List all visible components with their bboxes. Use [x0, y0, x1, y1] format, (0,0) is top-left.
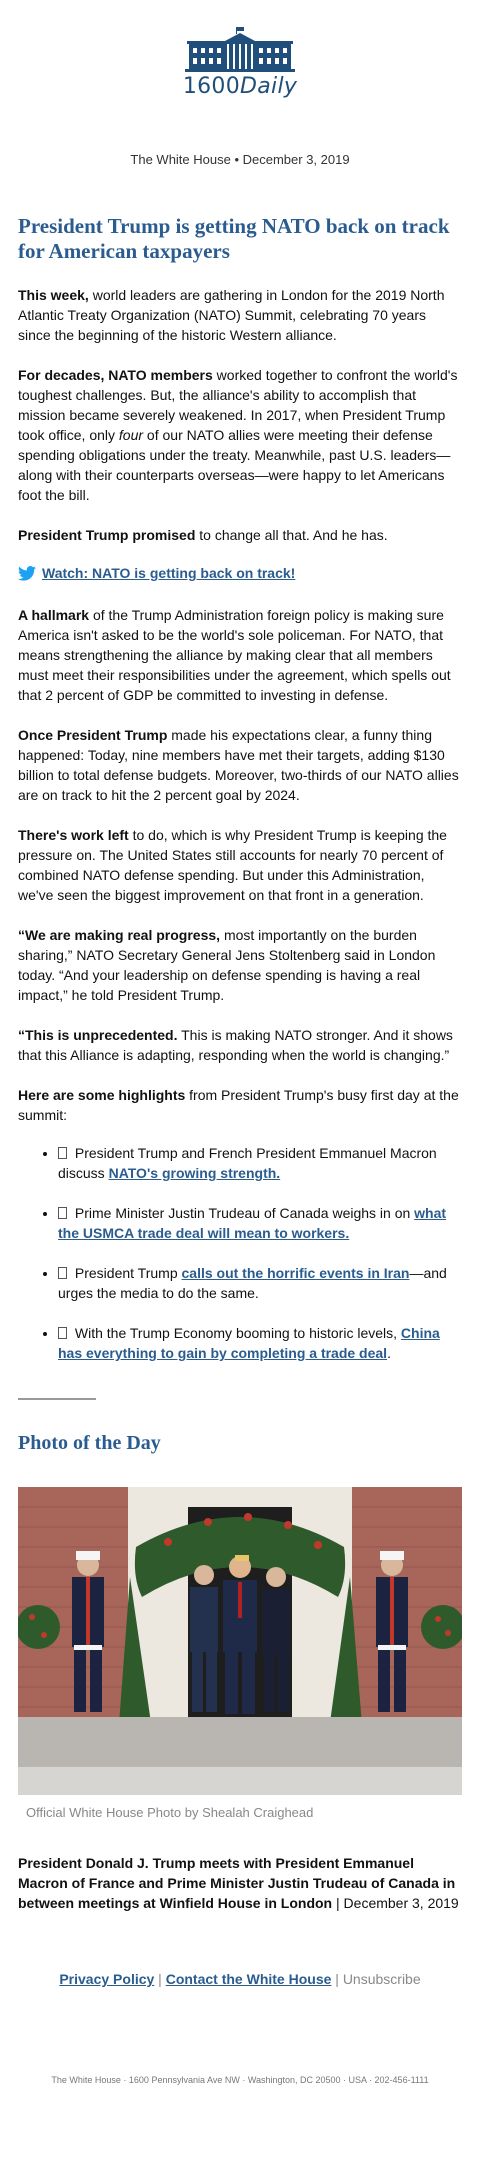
paragraph-text: from President Trump's busy first day at the summit: — [18, 1087, 459, 1123]
list-item-text: Prime Minister Justin Trudeau of Canada weighs in on — [71, 1205, 415, 1221]
twitter-video-link-row — [18, 565, 462, 581]
paragraph-text: of our NATO allies were meeting their defense spending obligations under the treaty. Meanwhile, past U.S. leaders—along with their counterparts overseas—were happy to let Americans foot the bill. — [18, 427, 451, 503]
dateline: The White House • December 3, 2019 — [130, 152, 350, 167]
highlights-list — [18, 1143, 462, 1363]
privacy-policy-link[interactable]: Privacy Policy — [59, 1971, 155, 1987]
photo-caption: Official White House Photo by Shealah Craighead — [26, 1805, 314, 1820]
paragraph-lead: “We are making real progress, — [18, 927, 221, 943]
footer-address: The White House · 1600 Pennsylvania Ave NW · Washington, DC 20500 · USA · 202-456-1111 — [51, 2075, 429, 2085]
list-item-text: —and urges the media to do the same. — [58, 1265, 447, 1301]
footer-links — [0, 1971, 480, 1987]
list-item-text: President Trump and French President Emmanuel Macron discuss — [58, 1145, 437, 1181]
photo-of-the-day-image[interactable] — [18, 1487, 462, 1795]
paragraph-text: This is making NATO stronger. And it shows that this Alliance is adapting, responding when the world is changing.” — [18, 1027, 453, 1063]
nato-growing-strength-link[interactable]: NATO's growing strength. — [108, 1165, 281, 1181]
logo-wordmark — [0, 74, 480, 99]
list-item — [58, 1263, 462, 1303]
list-item-text: With the Trump Economy booming to historic levels, — [71, 1325, 401, 1341]
paragraph-text: of the Trump Administration foreign policy is making sure America isn't asked to be the world's sole policeman. For NATO, that means strengthening the alliance by making clear that all members must meet their responsibilities under the agreement, which spells out that 2 percent of GDP be committed to investing in defense. — [18, 607, 451, 703]
list-item-text: . — [387, 1345, 391, 1361]
paragraph-lead: A hallmark — [18, 607, 90, 623]
article-body — [0, 214, 480, 1913]
paragraph-7 — [18, 925, 462, 1005]
paragraph-text: made his expectations clear, a funny thing happened: Today, nine members have met their targets, adding $130 billion to total defense budgets. Moreover, two-thirds of our NATO allies are on track to hit the 2 percent goal by 2024. — [18, 727, 459, 803]
white-house-icon — [185, 24, 295, 72]
missing-emoji-icon — [58, 1327, 67, 1339]
section-divider — [18, 1398, 96, 1400]
china-trade-deal-link[interactable]: China has everything to gain by completing a trade deal — [58, 1325, 440, 1361]
headline: President Trump is getting NATO back on track for American taxpayers — [18, 214, 450, 263]
footer-separator: | — [154, 1971, 166, 1987]
paragraph-9 — [18, 1085, 462, 1125]
usmca-trade-deal-link[interactable]: what the USMCA trade deal will mean to workers. — [58, 1205, 447, 1241]
watch-nato-video-link[interactable]: Watch: NATO is getting back on track! — [42, 565, 296, 581]
paragraph-4 — [18, 605, 462, 705]
photo-description-bold: President Donald J. Trump meets with President Emmanuel Macron of France and Prime Minister Justin Trudeau of Canada in between meetings at Winfield House in London — [18, 1855, 456, 1911]
list-item — [58, 1323, 462, 1363]
paragraph-text: worked together to confront the world's toughest challenges. But, the alliance's ability to accomplish that mission became severely weakened. In 2017, when President Trump took office, only — [18, 367, 458, 443]
paragraph-text: most importantly on the burden sharing,” NATO Secretary General Jens Stoltenberg said in London today. “And your leadership on defense spending is having a real impact,” he told President Trump. — [18, 927, 436, 1003]
list-item — [58, 1203, 462, 1243]
logo-number: 1600 — [182, 74, 241, 99]
footer-separator: | — [331, 1971, 343, 1987]
list-item — [58, 1143, 462, 1183]
paragraph-lead: Here are some highlights — [18, 1087, 186, 1103]
photo-of-the-day-title: Photo of the Day — [18, 1432, 161, 1454]
logo — [0, 0, 480, 128]
paragraph-5 — [18, 725, 462, 805]
paragraph-text: to do, which is why President Trump is keeping the pressure on. The United States still accounts for nearly 70 percent of combined NATO defense spending. But under this Administration, we've seen the biggest improvement on that front in a generation. — [18, 827, 447, 903]
missing-emoji-icon — [58, 1147, 67, 1159]
contact-white-house-link[interactable]: Contact the White House — [165, 1971, 332, 1987]
photo-description-date: | December 3, 2019 — [332, 1895, 459, 1911]
paragraph-text: to change all that. And he has. — [195, 527, 388, 543]
emphasis-text: four — [118, 427, 144, 443]
logo-word: Daily — [240, 74, 298, 99]
missing-emoji-icon — [58, 1207, 67, 1219]
paragraph-2 — [18, 365, 462, 505]
paragraph-lead: For decades, NATO members — [18, 367, 213, 383]
paragraph-3 — [18, 525, 462, 545]
iran-events-link[interactable]: calls out the horrific events in Iran — [181, 1265, 410, 1281]
paragraph-lead: “This is unprecedented. — [18, 1027, 178, 1043]
paragraph-1 — [18, 285, 462, 345]
list-item-text: President Trump — [71, 1265, 182, 1281]
paragraph-lead: This week, — [18, 287, 89, 303]
twitter-bird-icon — [18, 566, 36, 581]
missing-emoji-icon — [58, 1267, 67, 1279]
paragraph-6 — [18, 825, 462, 905]
paragraph-text: world leaders are gathering in London for the 2019 North Atlantic Treaty Organization (NATO) Summit, celebrating 70 years since the beginning of the historic Western alliance. — [18, 287, 445, 343]
paragraph-lead: President Trump promised — [18, 527, 196, 543]
paragraph-lead: Once President Trump — [18, 727, 168, 743]
photo-description — [18, 1853, 462, 1913]
paragraph-lead: There's work left — [18, 827, 129, 843]
paragraph-8 — [18, 1025, 462, 1065]
unsubscribe-link[interactable]: Unsubscribe — [342, 1971, 421, 1987]
